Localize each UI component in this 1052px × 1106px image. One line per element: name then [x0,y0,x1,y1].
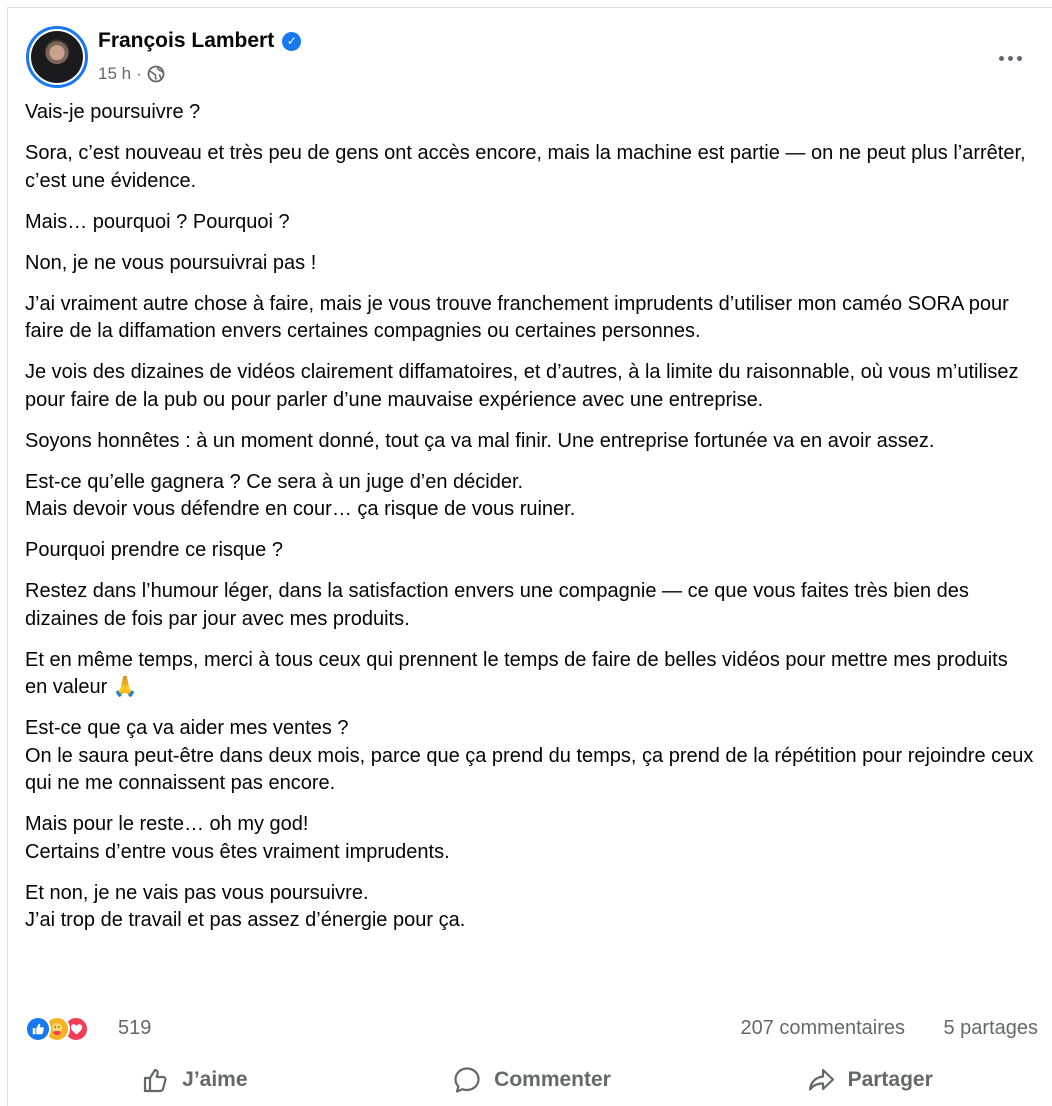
reactions-summary[interactable] [25,1016,82,1042]
post-header [26,26,1038,88]
share-arrow-icon [806,1065,836,1095]
like-label: J’aime [182,1068,248,1091]
author-name-row [98,29,301,53]
post-paragraph: Et non, je ne vais pas vous poursuivre. J’ai trop de travail et pas assez d’énergie pour ça. [25,881,466,931]
post-meta [98,64,165,84]
post-stats [25,1012,1038,1042]
author-name[interactable]: François Lambert [98,29,275,52]
post-paragraph: Non, je ne vous poursuivrai pas ! [25,251,317,274]
share-button[interactable] [700,1054,1038,1106]
reaction-count[interactable]: 519 [118,1017,152,1039]
shares-count[interactable]: 5 partages [943,1017,1038,1039]
post-paragraph: Mais pour le reste… oh my god! Certains d’entre vous êtes vraiment imprudents. [25,813,450,863]
post-paragraph: Et en même temps, merci à tous ceux qui prennent le temps de faire de belles vidéos pour mettre mes produits en valeur 🙏 [25,648,1008,698]
author-avatar[interactable] [26,26,88,88]
like-reaction-icon [25,1016,51,1042]
like-button[interactable] [25,1054,363,1106]
post-body [25,99,1035,948]
dot-icon [999,56,1004,61]
post-paragraph: Mais… pourquoi ? Pourquoi ? [25,210,290,233]
post-card [7,7,1052,1106]
post-paragraph: Est-ce qu’elle gagnera ? Ce sera à un juge d’en décider. Mais devoir vous défendre en cour… ça risque de vous ruiner. [25,470,576,520]
post-time[interactable]: 15 h [98,64,132,83]
post-actions [25,1054,1038,1106]
comments-count[interactable]: 207 commentaires [740,1017,905,1039]
post-paragraph: Restez dans l’humour léger, dans la satisfaction envers une compagnie — ce que vous faites très bien des dizaines de fois par jour avec mes produits. [25,580,969,630]
post-paragraph: Pourquoi prendre ce risque ? [25,539,283,561]
post-paragraph: Je vois des dizaines de vidéos clairement diffamatoires, et d’autres, à la limite du raisonnable, où vous m’utilisez pour faire de la pub ou pour parler d’une mauvaise expérience avec une entreprise. [25,361,1019,411]
comment-button[interactable] [363,1054,701,1106]
dot-icon [1017,56,1022,61]
post-paragraph: Sora, c’est nouveau et très peu de gens ont accès encore, mais la machine est partie — on ne peut plus l’arrêter, c’est une évidence. [25,142,1026,192]
post-paragraph: Soyons honnêtes : à un moment donné, tout ça va mal finir. Une entreprise fortunée va en avoir assez. [25,429,935,452]
meta-separator: · [136,64,142,83]
verified-badge-icon: ✓ [282,32,301,51]
post-paragraph: Est-ce que ça va aider mes ventes ? On le saura peut-être dans deux mois, parce que ça prend du temps, ça prend de la répétition pour rejoindre ceux qui ne me connaissent pas encore. [25,717,1034,794]
post-paragraph: J’ai vraiment autre chose à faire, mais je vous trouve franchement imprudents d’utiliser mon caméo SORA pour faire de la diffamation envers certaines compagnies ou certaines personnes. [25,292,1009,342]
more-options-button[interactable] [990,40,1030,76]
comment-bubble-icon [452,1065,482,1095]
comment-label: Commenter [494,1068,611,1091]
post-paragraph: Vais-je poursuivre ? [25,101,201,123]
globe-icon [147,65,165,83]
share-label: Partager [847,1068,933,1091]
avatar-photo [31,31,83,83]
dot-icon [1008,56,1013,61]
thumbs-up-icon [140,1065,170,1095]
